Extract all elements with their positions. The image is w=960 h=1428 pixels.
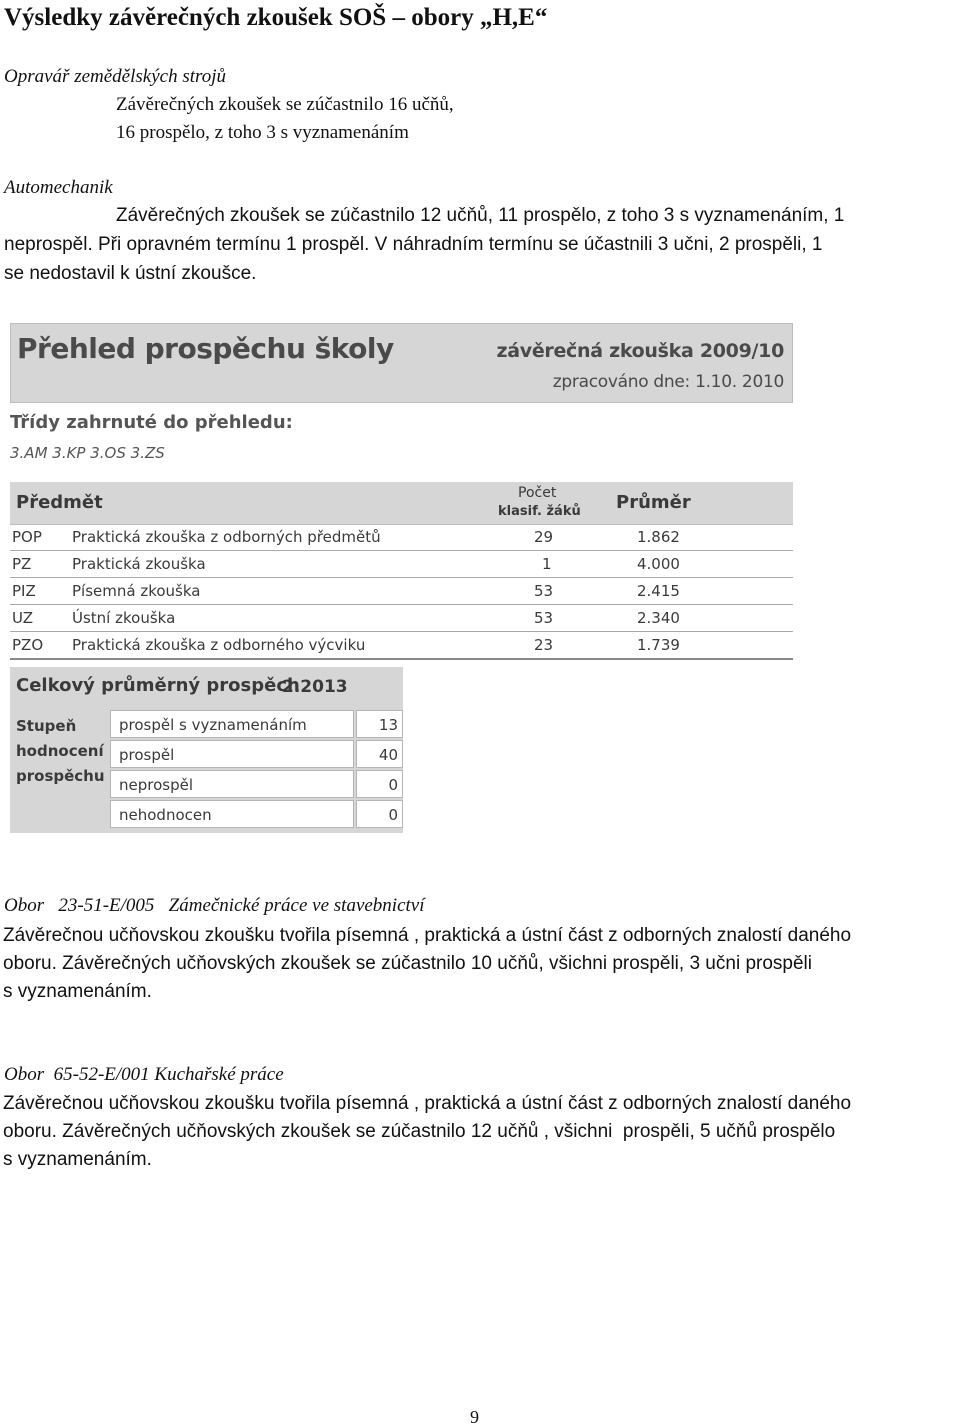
section-heading-opravar: Opravář zemědělských strojů [4, 66, 226, 87]
grade-count-box [356, 770, 403, 798]
stupen-line1: Stupeň [16, 717, 77, 735]
row-count: 23 [534, 636, 554, 654]
automechanik-line-1: Závěrečných zkoušek se zúčastnilo 12 učňů, 11 prospělo, z toho 3 s vyznamenáním, 1 [116, 205, 845, 226]
grade-label: nehodnocen [119, 806, 212, 824]
obor-kuchar-line-3: s vyznamenáním. [3, 1149, 152, 1170]
row-average: 4.000 [637, 555, 680, 573]
grade-count-box [356, 800, 403, 828]
grade-count: 0 [388, 806, 398, 824]
row-code: POP [12, 528, 42, 546]
grade-count-box [356, 710, 403, 738]
row-count: 1 [542, 555, 552, 573]
row-code: PZO [12, 636, 44, 654]
row-average: 2.340 [637, 609, 680, 627]
automechanik-line-3: se nedostavil k ústní zkoušce. [4, 263, 257, 284]
grade-row-label-box [110, 800, 354, 828]
row-code: PZ [12, 555, 32, 573]
obor-zamecnik-line-3: s vyznamenáním. [3, 981, 152, 1002]
grade-count: 0 [388, 776, 398, 794]
grade-count: 40 [378, 746, 398, 764]
obor-zamecnik-name: Zámečnické práce ve stavebnictví [168, 895, 425, 916]
obor-kuchar-line-1: Závěrečnou učňovskou zkoušku tvořila písemná , praktická a ústní část z odborných znalostí daného [3, 1093, 852, 1114]
grade-label: prospěl s vyznamenáním [119, 716, 307, 734]
grade-label: neprospěl [119, 776, 194, 794]
row-count: 29 [534, 528, 554, 546]
col-count-line1: Počet [518, 485, 557, 501]
obor-zamecnik-line-1: Závěrečnou učňovskou zkoušku tvořila písemná , praktická a ústní část z odborných znalostí daného [3, 925, 852, 946]
opravar-line-2: 16 prospělo, z toho 3 s vyznamenáním [116, 122, 409, 143]
obor-kuchar-text [3, 1090, 958, 1174]
row-subject: Písemná zkouška [72, 582, 201, 600]
opravar-line-1: Závěrečných zkoušek se zúčastnilo 16 učňů, [116, 94, 454, 115]
row-average: 1.862 [637, 528, 680, 546]
obor-kuchar-heading: Obor 65-52-E/001 Kuchařské práce [4, 1064, 284, 1085]
row-average: 1.739 [637, 636, 680, 654]
obor-zamecnik-line-2: oboru. Závěrečných učňovských zkoušek se zúčastnilo 10 učňů, všichni prospěli, 3 učni prospěli [3, 953, 812, 974]
row-subject: Praktická zkouška z odborného výcviku [72, 636, 366, 654]
grade-count-box [356, 740, 403, 768]
row-code: UZ [12, 609, 33, 627]
grade-count: 13 [378, 716, 398, 734]
grade-distribution [10, 707, 403, 833]
section-heading-automechanik: Automechanik [4, 177, 113, 198]
grade-row-label-box [110, 710, 354, 738]
obor-kuchar-line-2: oboru. Závěrečných učňovských zkoušek se zúčastnilo 12 učňů , všichni prospěli, 5 učňů prospělo [3, 1121, 836, 1142]
col-average: Průměr [616, 492, 691, 513]
page-title: Výsledky závěrečných zkoušek SOŠ – obory „H,E“ [4, 4, 548, 31]
row-count: 53 [534, 609, 554, 627]
obor-zamecnik-code: Obor 23-51-E/005 [4, 895, 155, 916]
report-processed-date: zpracováno dne: 1.10. 2010 [552, 372, 784, 392]
row-subject: Praktická zkouška z odborných předmětů [72, 528, 381, 546]
automechanik-line-2: neprospěl. Při opravném termínu 1 prospěl. V náhradním termínu se účastnili 3 učni, 2 prospěli, 1 [4, 234, 823, 255]
classes-list: 3.AM 3.KP 3.OS 3.ZS [10, 444, 165, 462]
row-subject: Praktická zkouška [72, 555, 206, 573]
table-row [10, 632, 793, 660]
report-exam: závěrečná zkouška 2009/10 [496, 340, 784, 362]
obor-zamecnik-text [3, 922, 958, 1006]
page-number: 9 [470, 1407, 479, 1427]
table-row [10, 578, 793, 605]
overall-average-header [10, 667, 403, 707]
grade-row-label-box [110, 770, 354, 798]
report-header [10, 323, 793, 403]
table-row [10, 605, 793, 632]
overall-average-label: Celkový průměrný prospěch [16, 675, 300, 696]
col-count-line2: klasif. žáků [498, 504, 581, 519]
row-count: 53 [534, 582, 554, 600]
table-row [10, 551, 793, 578]
table-row [10, 524, 793, 551]
stupen-line2: hodnocení [16, 742, 104, 760]
grades-table-header [10, 482, 793, 525]
grade-row-label-box [110, 740, 354, 768]
row-average: 2.415 [637, 582, 680, 600]
col-subject: Předmět [16, 492, 103, 513]
report-title: Přehled prospěchu školy [17, 332, 394, 365]
stupen-line3: prospěchu [16, 767, 105, 785]
overall-average-value: 2.2013 [282, 677, 348, 697]
obor-zamecnik-heading [4, 895, 425, 917]
row-subject: Ústní zkouška [72, 609, 176, 627]
row-code: PIZ [12, 582, 36, 600]
grade-label: prospěl [119, 746, 175, 764]
classes-label: Třídy zahrnuté do přehledu: [10, 412, 293, 433]
